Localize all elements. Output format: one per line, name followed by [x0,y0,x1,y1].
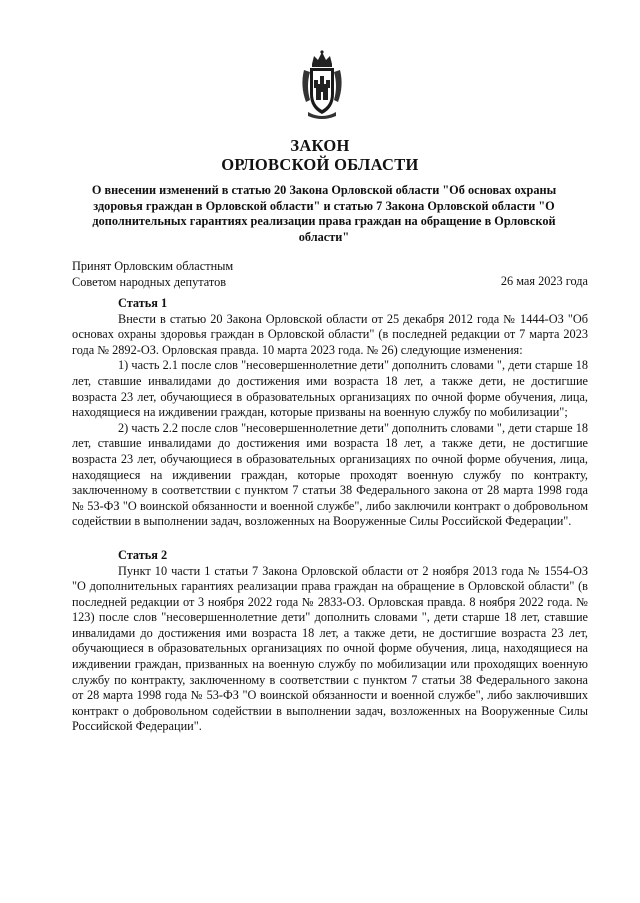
document-title-line1: ЗАКОН [290,136,350,155]
article1-intro: Внести в статью 20 Закона Орловской области от 25 декабря 2012 года № 1444-ОЗ "Об основах охраны здоровья граждан в Орловской области" (в последней редакции от 7 марта 2023 года № 2892-ОЗ. Орловская правда. 10 марта 2023 года. № 26) следующие изменения: [72,311,588,357]
adopted-line2: Советом народных депутатов [72,274,227,289]
adopted-by [72,259,233,290]
coat-of-arms-icon [298,50,346,122]
article1-item2: 2) часть 2.2 после слов "несовершеннолетние дети" дополнить словами ", дети старше 18 лет, ставшие инвалидами до достижения ими возраста 18 лет, а также дети, не достигшие возраста 23 лет, обучающиеся в образовательных организациях по очной форме обучения, лица, находящиеся на иждивении граждан, которые проходят военную службу по контракту, заключенному в соответствии с пунктом 7 статьи 38 Федерального закона от 28 марта 1998 года № 53-ФЗ "О воинской обязанности и военной службе", либо заключили контракт о добровольном содействии в выполнении задач, возложенных на Вооруженные Силы Российской Федерации". [72,420,588,529]
document-body [72,296,588,735]
article1-heading: Статья 1 [118,296,168,310]
article2-heading: Статья 2 [118,547,168,562]
adoption-date: 26 мая 2023 года [500,274,588,288]
document-subtitle: О внесении изменений в статью 20 Закона Орловской области "Об основах охраны здоровья граждан в Орловской области" и статью 7 Закона Орловской области "О дополнительных гарантиях реализации права граждан на обращение в Орловской области" [91,183,557,244]
article1-item1: 1) часть 2.1 после слов "несовершеннолетние дети" дополнить словами ", дети старше 18 лет, ставшие инвалидами до достижения ими возраста 18 лет, а также дети, не достигшие возраста 23 лет, обучающиеся в образовательных организациях по очной форме обучения, лица, находящиеся на иждивении граждан, которые призваны на военную службу по мобилизации"; [72,358,588,420]
document-title-line2: ОРЛОВСКОЙ ОБЛАСТИ [221,155,419,174]
article2-text: Пункт 10 части 1 статьи 7 Закона Орловской области от 2 ноября 2013 года № 1554-ОЗ "О дополнительных гарантиях реализации права граждан на обращение в Орловской области" (в последней редакции от 3 ноября 2022 года № 2833-ОЗ. Орловская правда. 8 ноября 2022 года. № 123) после слов "несовершеннолетние дети" дополнить словами ", дети старше 18 лет, ставшие инвалидами до достижения ими возраста 18 лет, а также дети, не достигшие возраста 23 лет, обучающиеся в образовательных организациях по очной форме обучения, лица, находящиеся на иждивении граждан, призванных на военную службу по мобилизации или проходящих военную службу по контракту, заключенному в соответствии с пунктом 7 статьи 38 Федерального закона от 28 марта 1998 года № 53-ФЗ "О воинской обязанности и военной службе", либо заключивших контракт о добровольном содействии в выполнении задач, возложенных на Вооруженные Силы Российской Федерации". [72,563,588,734]
adopted-line1: Принят Орловским областным [72,259,234,273]
